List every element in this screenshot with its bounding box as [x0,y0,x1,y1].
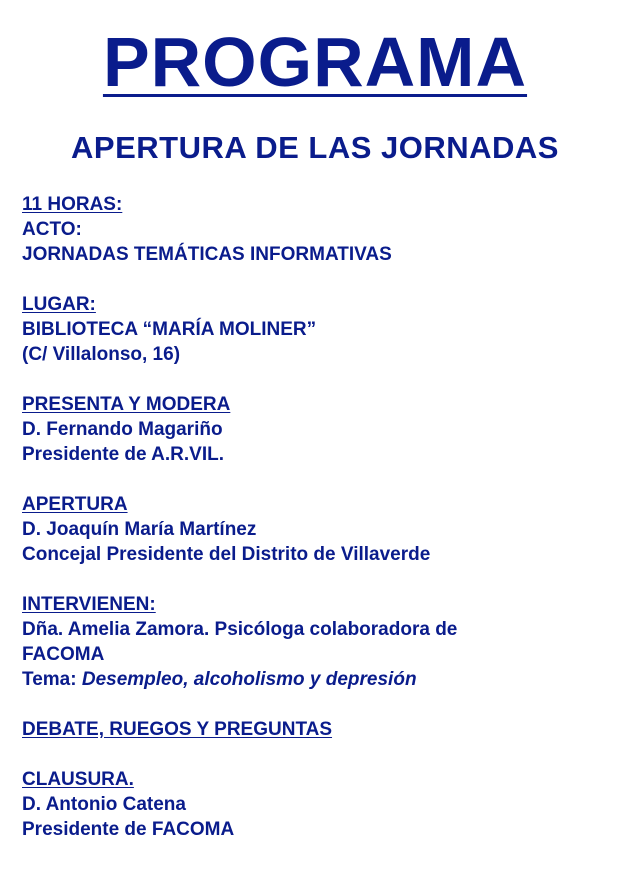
page-title: PROGRAMA [102,23,528,101]
act-value: JORNADAS TEMÁTICAS INFORMATIVAS [22,244,392,265]
place-address: (C/ Villalonso, 16) [22,344,181,365]
section-debate [22,717,622,742]
speaker-line-1: Dña. Amelia Zamora. Psicóloga colaboradora de [22,619,458,640]
opening-name: D. Joaquín María Martínez [22,519,257,540]
speakers-label: INTERVIENEN: [22,594,156,615]
act-label: ACTO: [22,219,82,240]
presenter-label: PRESENTA Y MODERA [22,394,231,415]
place-label: LUGAR: [22,294,96,315]
section-closing [22,767,622,842]
section-presenter [22,392,622,467]
section-opening [22,492,622,567]
closing-label: CLAUSURA. [22,769,134,790]
section-time [22,192,622,267]
presenter-role: Presidente de A.R.VIL. [22,444,225,465]
page-subtitle: APERTURA DE LAS JORNADAS [71,130,559,165]
program-content [22,192,622,867]
topic-prefix: Tema: [22,669,82,690]
time-label: 11 HORAS: [22,194,123,215]
presenter-name: D. Fernando Magariño [22,419,223,440]
debate-label: DEBATE, RUEGOS Y PREGUNTAS [22,719,333,740]
section-speakers [22,592,622,692]
closing-name: D. Antonio Catena [22,794,186,815]
opening-label: APERTURA [22,494,128,515]
speaker-topic [22,667,622,692]
opening-role: Concejal Presidente del Distrito de Villaverde [22,544,431,565]
topic-text: Desempleo, alcoholismo y depresión [81,669,417,690]
closing-role: Presidente de FACOMA [22,819,235,840]
section-place [22,292,622,367]
speaker-line-2: FACOMA [22,644,105,665]
place-name: BIBLIOTECA “MARÍA MOLINER” [22,319,317,340]
